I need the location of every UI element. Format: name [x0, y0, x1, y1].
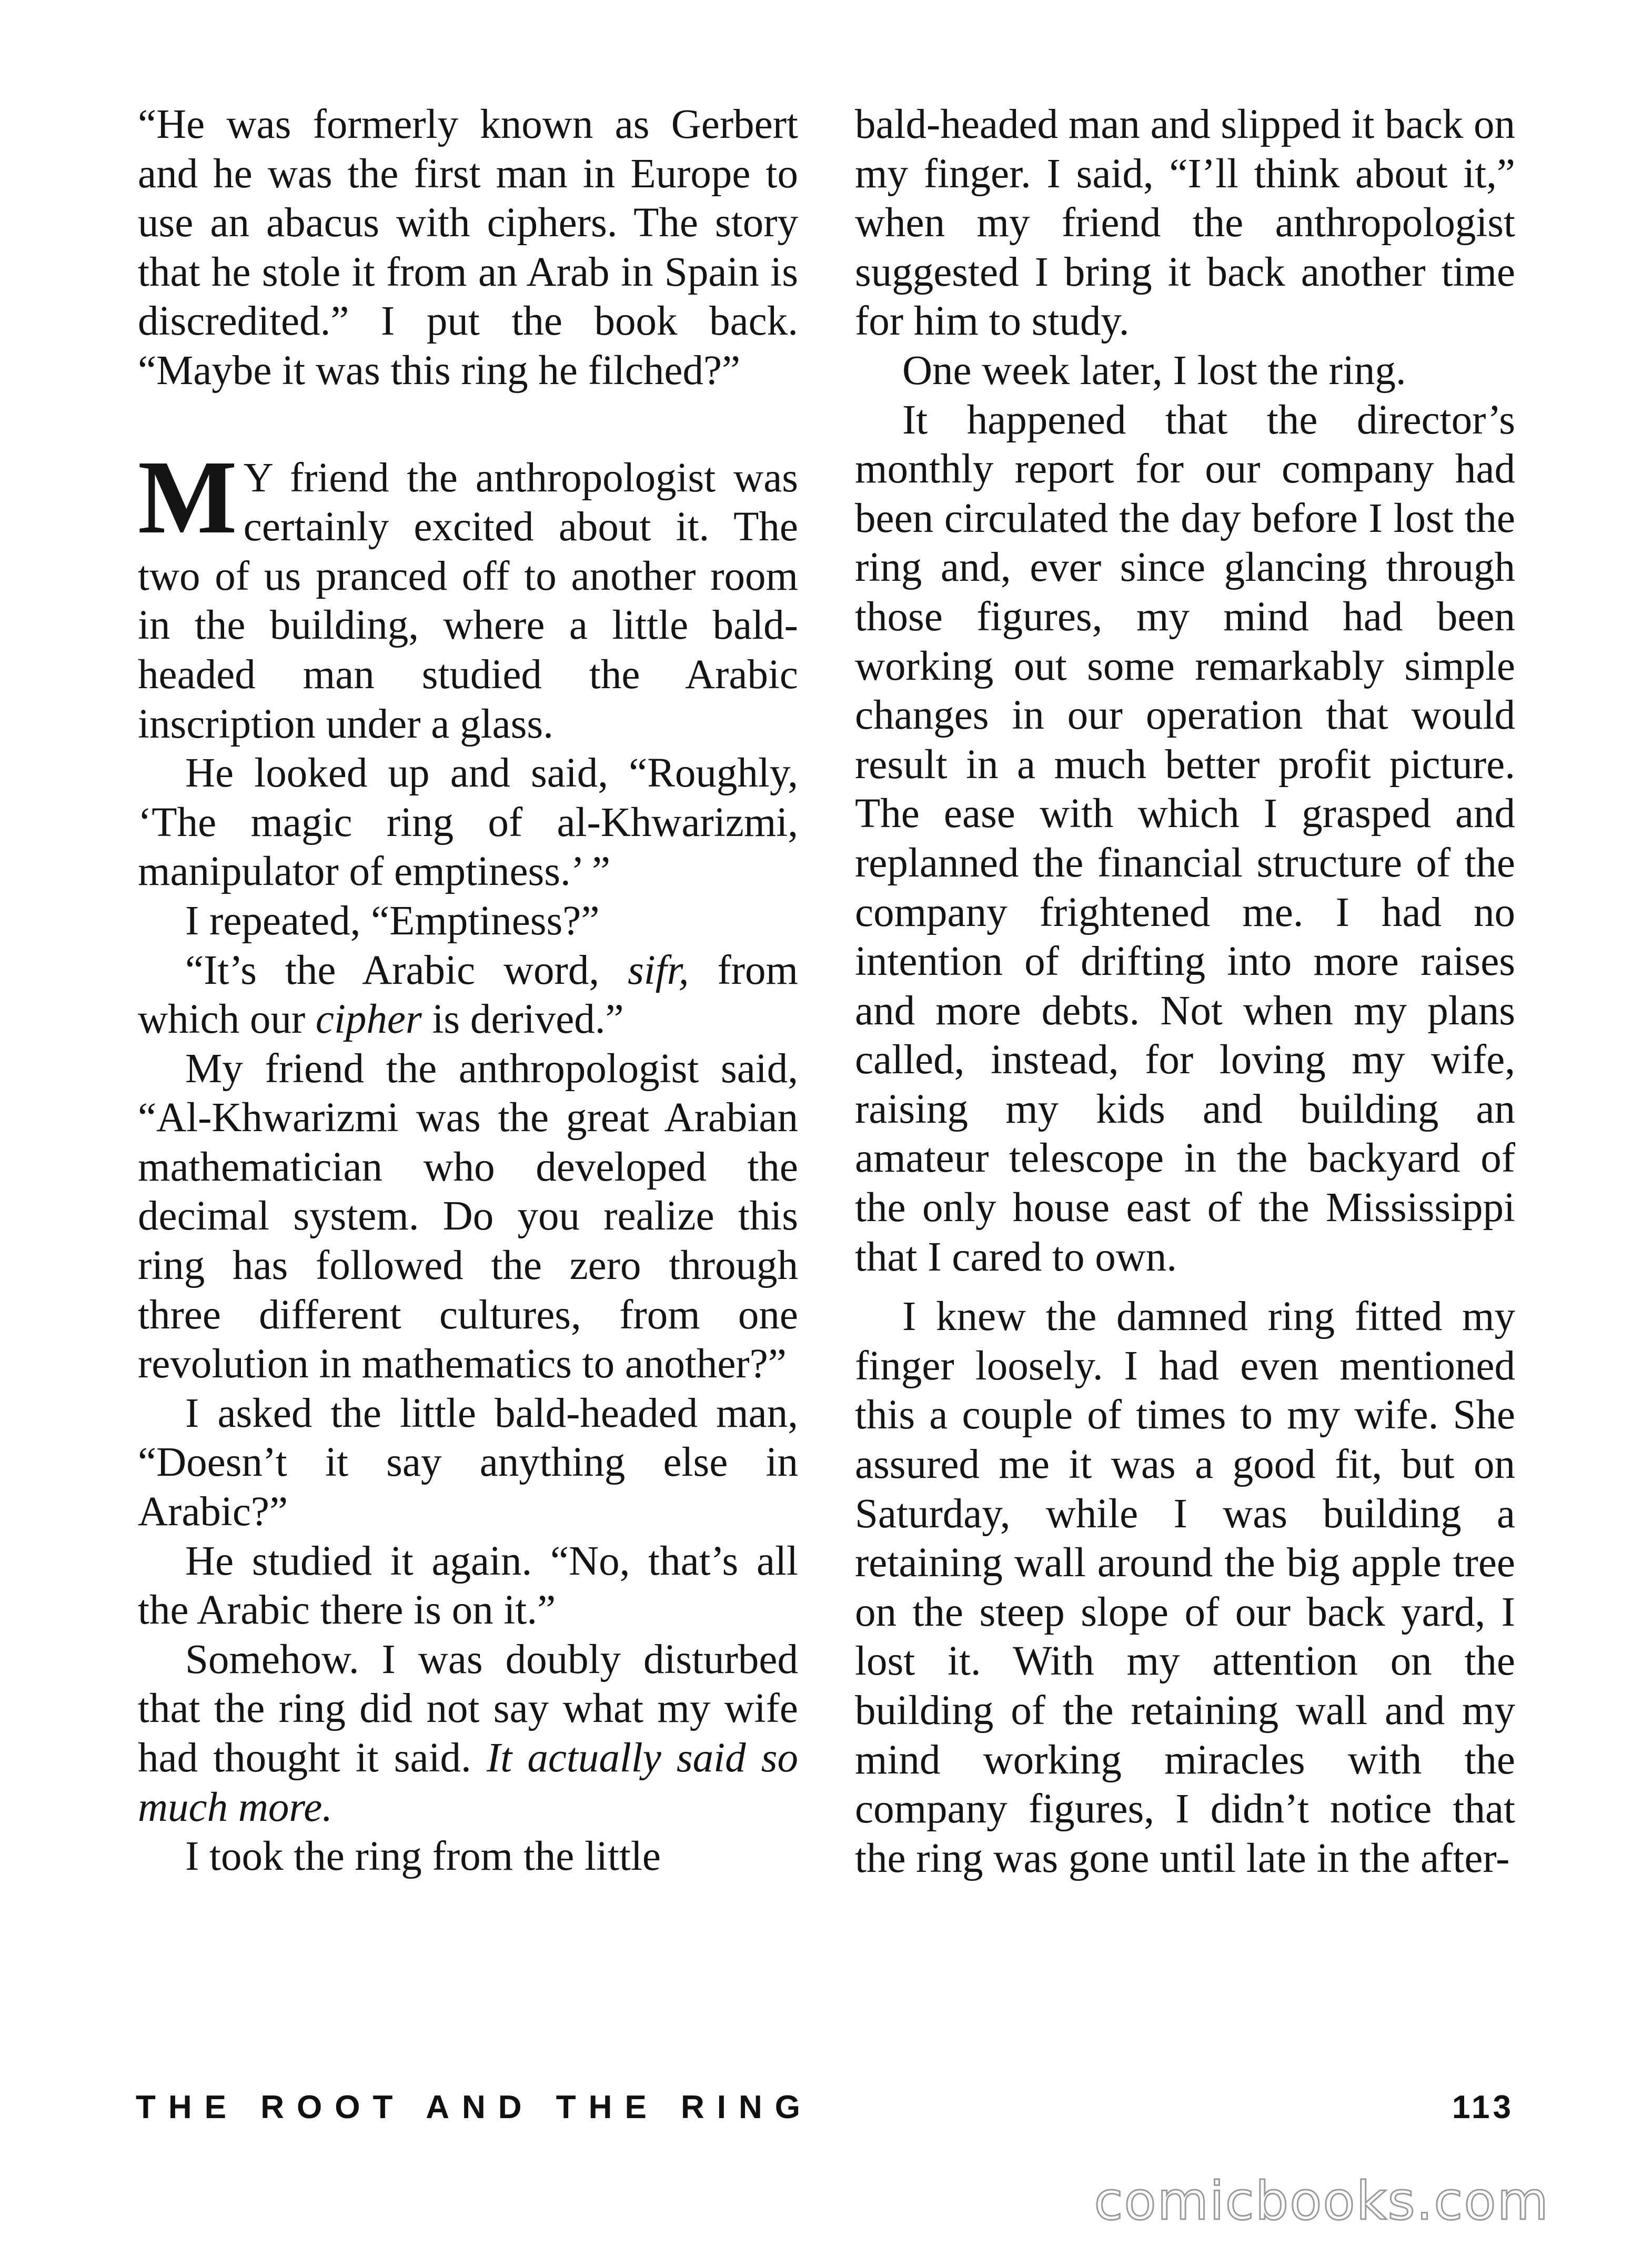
- italic-word: sifr,: [628, 947, 689, 993]
- paragraph: I repeated, “Emptiness?”: [185, 898, 600, 944]
- page-number: 113: [1452, 2089, 1514, 2125]
- paragraph: I knew the damned ring fitted my finger loosely. I had even mentioned this a couple of times to my wife. She assured me it was a good fit, but on Saturday, while I was building a retaining wall around the big apple tree on the steep slope of our back yard, I lost it. With my attention on the building of the retaining wall and my mind working miracles with the company figures, I didn’t notice that the ring was gone until late in the after-: [855, 1294, 1515, 1881]
- italic-word: cipher: [315, 996, 422, 1043]
- paragraph-text: Somehow. I was doubly disturbed that the ring did not say what my wife had thought it said.: [138, 1636, 798, 1781]
- section-opening-paragraph: [138, 439, 798, 749]
- paragraph: I asked the little bald-headed man, “Doesn’t it say anything else in Arabic?”: [138, 1390, 798, 1535]
- paragraph: It happened that the director’s monthly report for our company had been circulated the day before I lost the ring and, ever since glancing through those figures, my mind had been working out some remarkably simple changes in our operation that would result in a much better profit picture. The ease with which I grasped and replanned the financial structure of the company frightened me. I had no intention of drifting into more raises and more debts. Not when my plans called, instead, for loving my wife, raising my kids and building an amateur telescope in the backyard of the only house east of the Mississippi that I cared to own.: [855, 397, 1515, 1280]
- left-column: [138, 100, 798, 1881]
- paragraph: [138, 946, 798, 1044]
- paragraph: He studied it again. “No, that’s all the Arabic there is on it.”: [138, 1538, 798, 1634]
- watermark: comicbooks.com: [1094, 2170, 1549, 2232]
- paragraph-text: Y friend the anthropologist was certainly excited about it. The two of us pranced off to another room in the building, where a little bald-headed man studied the Arabic inscription under a glass.: [138, 455, 798, 747]
- paragraph: One week later, I lost the ring.: [902, 347, 1406, 394]
- paragraph: I took the ring from the little: [185, 1833, 661, 1880]
- paragraph-text: is derived.”: [421, 996, 624, 1043]
- paragraph: My friend the anthropologist said, “Al-Khwarizmi was the great Arabian mathematician who developed the decimal system. Do you realize this ring has followed the zero through three different cultures, from one revolution in mathematics to another?”: [138, 1045, 798, 1387]
- drop-cap: M: [138, 439, 237, 556]
- paragraph-text: “It’s the Arabic word,: [185, 947, 628, 993]
- paragraph: “He was formerly known as Gerbert and he was the first man in Europe to use an abacus with ciphers. The story that he stole it from an Arab in Spain is discredited.” I put the book back. “Maybe it was this ring he filched?”: [138, 102, 798, 394]
- paragraph: [138, 1635, 798, 1832]
- paragraph: bald-headed man and slipped it back on my finger. I said, “I’ll think about it,” when my friend the anthropologist suggested I bring it back another time for him to study.: [855, 102, 1515, 345]
- paragraph: He looked up and said, “Roughly, ‘The magic ring of al-Khwarizmi, manipulator of emptiness.’ ”: [138, 750, 798, 895]
- running-title: THE ROOT AND THE RING: [136, 2089, 813, 2125]
- paragraph-text: from which our: [138, 947, 798, 1043]
- italic-sentence: It actually said so much more.: [138, 1735, 798, 1830]
- right-column: [855, 100, 1515, 1883]
